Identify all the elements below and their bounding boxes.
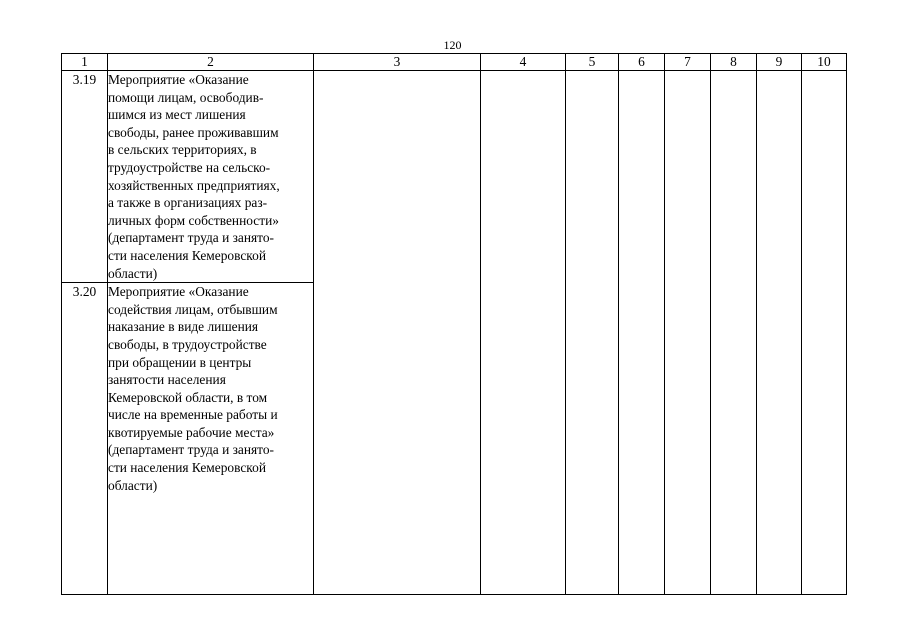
- description-line: свободы, в трудоустройстве: [108, 336, 267, 352]
- description-line: квотируемые рабочие места»: [108, 424, 275, 440]
- description-line: числе на временные работы и: [108, 407, 278, 423]
- description-line: трудоустройстве на сельско-: [108, 159, 271, 175]
- row-number: 3.19: [62, 71, 108, 283]
- column-header-7: 7: [665, 54, 711, 71]
- column-header-1: 1: [62, 54, 108, 71]
- column-5-cell: [566, 71, 619, 595]
- description-line: области): [108, 477, 158, 493]
- description-line: области): [108, 265, 158, 281]
- table-row: [62, 71, 847, 283]
- description-line: личных форм собственности»: [108, 212, 279, 228]
- column-header-4: 4: [481, 54, 566, 71]
- description-line: сти населения Кемеровской: [108, 247, 266, 263]
- column-header-9: 9: [757, 54, 802, 71]
- column-10-cell: [802, 71, 847, 595]
- column-header-6: 6: [619, 54, 665, 71]
- description-line: (департамент труда и занято-: [108, 230, 274, 246]
- description-line: Мероприятие «Оказание: [108, 72, 249, 87]
- column-7-cell: [665, 71, 711, 595]
- column-header-2: 2: [108, 54, 314, 71]
- measure-description: [108, 71, 314, 283]
- description-line: а также в организациях раз-: [108, 195, 268, 211]
- column-number-header-row: [62, 54, 847, 71]
- measures-table: [61, 53, 847, 595]
- description-line: содействия лицам, отбывшим: [108, 301, 278, 317]
- column-8-cell: [711, 71, 757, 595]
- column-header-10: 10: [802, 54, 847, 71]
- column-header-8: 8: [711, 54, 757, 71]
- description-line: шимся из мест лишения: [108, 107, 246, 123]
- description-line: в сельских территориях, в: [108, 142, 257, 158]
- description-line: сти населения Кемеровской: [108, 460, 266, 476]
- description-line: хозяйственных предприятиях,: [108, 177, 280, 193]
- column-6-cell: [619, 71, 665, 595]
- description-line: помощи лицам, освободив-: [108, 89, 264, 105]
- column-9-cell: [757, 71, 802, 595]
- column-header-5: 5: [566, 54, 619, 71]
- page-number: 120: [443, 38, 462, 52]
- description-line: Кемеровской области, в том: [108, 389, 268, 405]
- description-line: (департамент труда и занято-: [108, 442, 274, 458]
- description-line: Мероприятие «Оказание: [108, 284, 249, 300]
- description-line: наказание в виде лишения: [108, 319, 259, 335]
- measure-description: [108, 283, 314, 595]
- column-4-cell: [481, 71, 566, 595]
- column-header-3: 3: [314, 54, 481, 71]
- description-line: свободы, ранее проживавшим: [108, 124, 279, 140]
- column-3-cell: [314, 71, 481, 595]
- description-line: занятости населения: [108, 372, 226, 388]
- row-number: 3.20: [62, 283, 108, 595]
- description-line: при обращении в центры: [108, 354, 252, 370]
